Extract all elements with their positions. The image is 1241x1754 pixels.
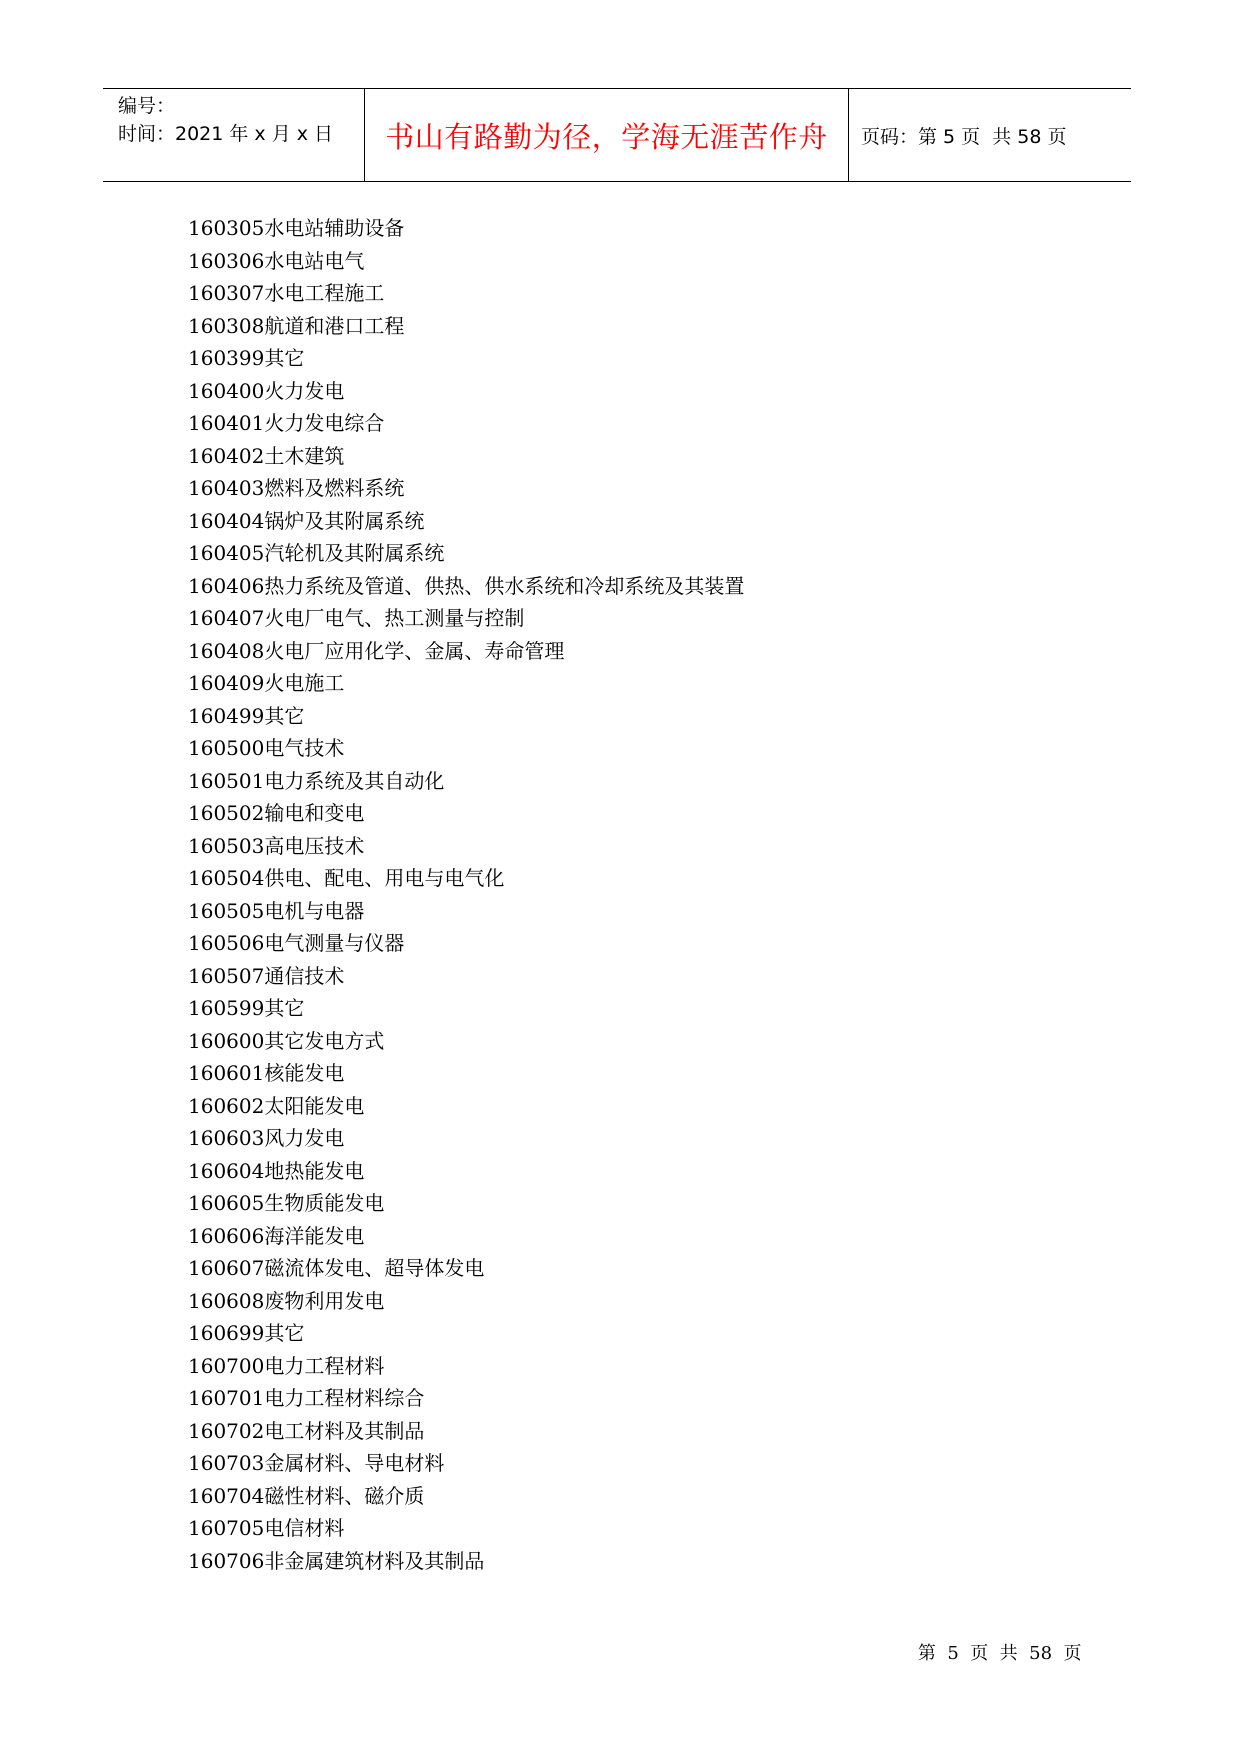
page-header [103,88,1131,182]
header-info-cell [103,89,365,181]
list-item: 160308航道和港口工程 [188,313,405,338]
header-motto-cell [365,89,849,181]
list-item: 160703金属材料、导电材料 [188,1451,445,1475]
list-item: 160603风力发电 [188,1126,345,1150]
list-item: 160500电气技术 [188,736,345,760]
list-item: 160405汽轮机及其附属系统 [188,541,445,565]
list-item: 160409火电施工 [188,671,345,695]
list-item: 160501电力系统及其自动化 [188,768,445,793]
footer-page-number: 第 5 页 共 58 页 [917,1643,1082,1664]
list-item: 160601核能发电 [188,1061,345,1085]
list-item: 160504供电、配电、用电与电气化 [188,866,505,890]
list-item: 160408火电厂应用化学、金属、寿命管理 [188,638,565,663]
list-item: 160305水电站辅助设备 [188,216,405,240]
list-item: 160399其它 [188,346,305,370]
list-item: 160606海洋能发电 [188,1223,365,1248]
list-item: 160506电气测量与仪器 [188,931,405,955]
list-item: 160699其它 [188,1321,305,1345]
list-item: 160505电机与电器 [188,898,365,923]
list-item: 160705电信材料 [188,1516,345,1540]
list-item: 160307水电工程施工 [188,281,385,305]
code-list [188,212,744,1577]
document-time-label: 时间：2021 年 x 月 x 日 [118,123,334,145]
list-item: 160607磁流体发电、超导体发电 [188,1256,485,1280]
list-item: 160704磁性材料、磁介质 [188,1483,425,1508]
list-item: 160402土木建筑 [188,443,345,468]
list-item: 160706非金属建筑材料及其制品 [188,1548,485,1573]
document-number-label: 编号： [118,95,176,117]
list-item: 160604地热能发电 [188,1158,365,1183]
list-item: 160306水电站电气 [188,248,365,273]
list-item: 160605生物质能发电 [188,1191,385,1215]
page-footer [895,1618,1081,1686]
list-item: 160403燃料及燃料系统 [188,476,405,500]
list-item: 160503高电压技术 [188,833,365,858]
list-item: 160608废物利用发电 [188,1288,385,1313]
list-item: 160700电力工程材料 [188,1353,385,1378]
list-item: 160599其它 [188,996,305,1020]
header-page-code: 页码：第 5 页 共 58 页 [861,125,1067,148]
list-item: 160502输电和变电 [188,801,365,825]
list-item: 160702电工材料及其制品 [188,1418,425,1443]
list-item: 160406热力系统及管道、供热、供水系统和冷却系统及其装置 [188,573,745,598]
list-item: 160400火力发电 [188,378,345,403]
list-item: 160404锅炉及其附属系统 [188,508,425,533]
list-item: 160407火电厂电气、热工测量与控制 [188,606,525,630]
header-page-cell [849,89,1131,181]
list-item: 160507通信技术 [188,963,345,988]
list-item: 160401火力发电综合 [188,411,385,435]
motto-text: 书山有路勤为径，学海无涯苦作舟 [385,119,828,154]
list-item: 160602太阳能发电 [188,1093,365,1118]
list-item: 160499其它 [188,703,305,728]
list-item: 160600其它发电方式 [188,1028,385,1053]
list-item: 160701电力工程材料综合 [188,1386,425,1410]
